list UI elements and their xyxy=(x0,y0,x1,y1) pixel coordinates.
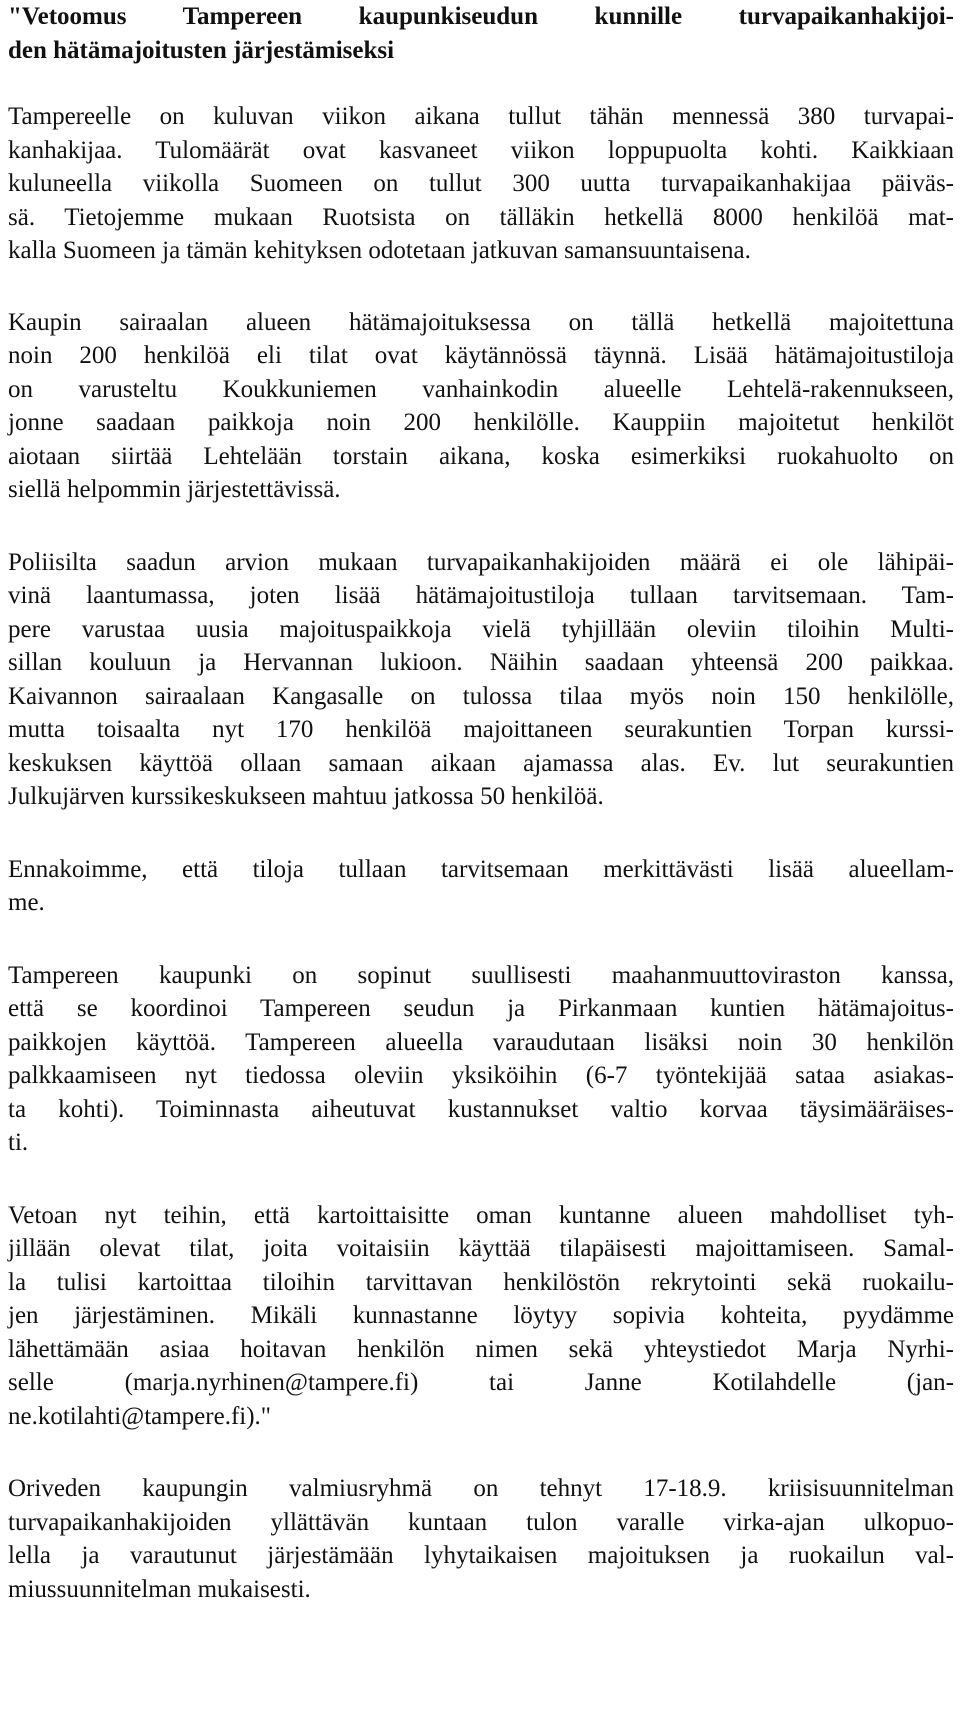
text-line: kuluneella viikolla Suomeen on tullut 300 uutta turvapaikanhakijaa päiväs- xyxy=(8,170,954,197)
text-line: aiotaan siirtää Lehtelään torstain aikana, koska esimerkiksi ruokahuolto on xyxy=(8,442,954,470)
title-line: "Vetoomus Tampereen kaupunkiseudun kunnille turvapaikanhakijoi- xyxy=(8,3,954,30)
text-line: jonne saadaan paikkoja noin 200 henkilölle. Kauppiin majoitetut henkilöt xyxy=(8,409,954,436)
text-line: sillan kouluun ja Hervannan lukioon. Näihin saadaan yhteensä 200 paikkaa. xyxy=(8,649,954,676)
text-line: mutta toisaalta nyt 170 henkilöä majoittaneen seurakuntien Torpan kurssi- xyxy=(8,716,954,743)
text-line: kanhakijaa. Tulomäärät ovat kasvaneet viikon loppupuolta kohti. Kaikkiaan xyxy=(8,136,954,164)
text-line: ta kohti). Toiminnasta aiheutuvat kustannukset valtio korvaa täysimääräises- xyxy=(8,1095,954,1123)
text-line: ti. xyxy=(8,1129,29,1156)
text-line: Kaupin sairaalan alueen hätämajoituksessa on tällä hetkellä majoitettuna xyxy=(8,308,954,336)
text-line: vinä laantumassa, joten lisää hätämajoitustiloja tullaan tarvitsemaan. Tam- xyxy=(8,582,954,609)
text-line: siellä helpommin järjestettävissä. xyxy=(8,476,341,503)
document-title xyxy=(8,0,954,67)
paragraph-orivesi xyxy=(8,1472,954,1606)
text-line: turvapaikanhakijoiden yllättävän kuntaan tulon varalle virka-ajan ulkopuo- xyxy=(8,1508,954,1536)
text-line: la tulisi kartoittaa tiloihin tarvittavan henkilöstön rekrytointi sekä ruokailu- xyxy=(8,1268,954,1296)
text-line: Kaivannon sairaalaan Kangasalle on tulossa tilaa myös noin 150 henkilölle, xyxy=(8,682,954,710)
paragraph-coordination xyxy=(8,959,954,1160)
text-line: jen järjestäminen. Mikäli kunnastanne löytyy sopivia kohteita, pyydämme xyxy=(8,1302,954,1329)
text-line: paikkojen käyttöä. Tampereen alueella varaudutaan lisäksi noin 30 henkilön xyxy=(8,1028,954,1056)
text-line: sä. Tietojemme mukaan Ruotsista on tälläkin hetkellä 8000 henkilöä mat- xyxy=(8,203,954,231)
text-line: noin 200 henkilöä eli tilat ovat käytännössä täynnä. Lisää hätämajoitustiloja xyxy=(8,342,954,369)
title-line: den hätämajoitusten järjestämiseksi xyxy=(8,36,395,64)
text-line: me. xyxy=(8,889,45,916)
text-line: Oriveden kaupungin valmiusryhmä on tehnyt 17-18.9. kriisisuunnitelman xyxy=(8,1475,954,1502)
text-line: Vetoan nyt teihin, että kartoittaisitte oman kuntanne alueen mahdolliset tyh- xyxy=(8,1201,954,1229)
text-line: miussuunnitelman mukaisesti. xyxy=(8,1575,311,1603)
text-line: palkkaamiseen nyt tiedossa oleviin yksiköihin (6-7 työntekijää sataa asiakas- xyxy=(8,1062,954,1089)
text-line: Ennakoimme, että tiloja tullaan tarvitsemaan merkittävästi lisää alueellam- xyxy=(8,855,954,883)
text-line: että se koordinoi Tampereen seudun ja Pirkanmaan kuntien hätämajoitus- xyxy=(8,995,954,1022)
paragraph-police-estimate xyxy=(8,546,954,814)
text-line: on varusteltu Koukkuniemen vanhainkodin alueelle Lehtelä-rakennukseen, xyxy=(8,375,954,403)
text-line: jillään olevat tilat, joita voitaisiin käyttää tilapäisesti majoittamiseen. Samal- xyxy=(8,1235,954,1262)
text-line: selle (marja.nyrhinen@tampere.fi) tai Janne Kotilahdelle (jan- xyxy=(8,1369,954,1396)
text-line: lella ja varautunut järjestämään lyhytaikaisen majoituksen ja ruokailun val- xyxy=(8,1542,954,1569)
text-line: Poliisilta saadun arvion mukaan turvapaikanhakijoiden määrä ei ole lähipäi- xyxy=(8,548,954,576)
text-line: keskuksen käyttöä ollaan samaan aikaan ajamassa alas. Ev. lut seurakuntien xyxy=(8,749,954,777)
paragraph-arrivals xyxy=(8,100,954,268)
text-line: kalla Suomeen ja tämän kehityksen odotetaan jatkuvan samansuuntaisena. xyxy=(8,237,751,264)
text-line: ne.kotilahti@tampere.fi)." xyxy=(8,1402,272,1430)
text-line: lähettämään asiaa hoitavan henkilön nimen sekä yhteystiedot Marja Nyrhi- xyxy=(8,1335,954,1363)
text-line: pere varustaa uusia majoituspaikkoja vielä tyhjillään oleviin tiloihin Multi- xyxy=(8,615,954,643)
text-line: Julkujärven kurssikeskukseen mahtuu jatkossa 50 henkilöä. xyxy=(8,783,604,810)
paragraph-kauppi xyxy=(8,306,954,507)
text-line: Tampereen kaupunki on sopinut suullisesti maahanmuuttoviraston kanssa, xyxy=(8,961,954,989)
paragraph-appeal xyxy=(8,1199,954,1434)
text-line: Tampereelle on kuluvan viikon aikana tullut tähän mennessä 380 turvapai- xyxy=(8,103,954,130)
paragraph-forecast xyxy=(8,853,954,920)
